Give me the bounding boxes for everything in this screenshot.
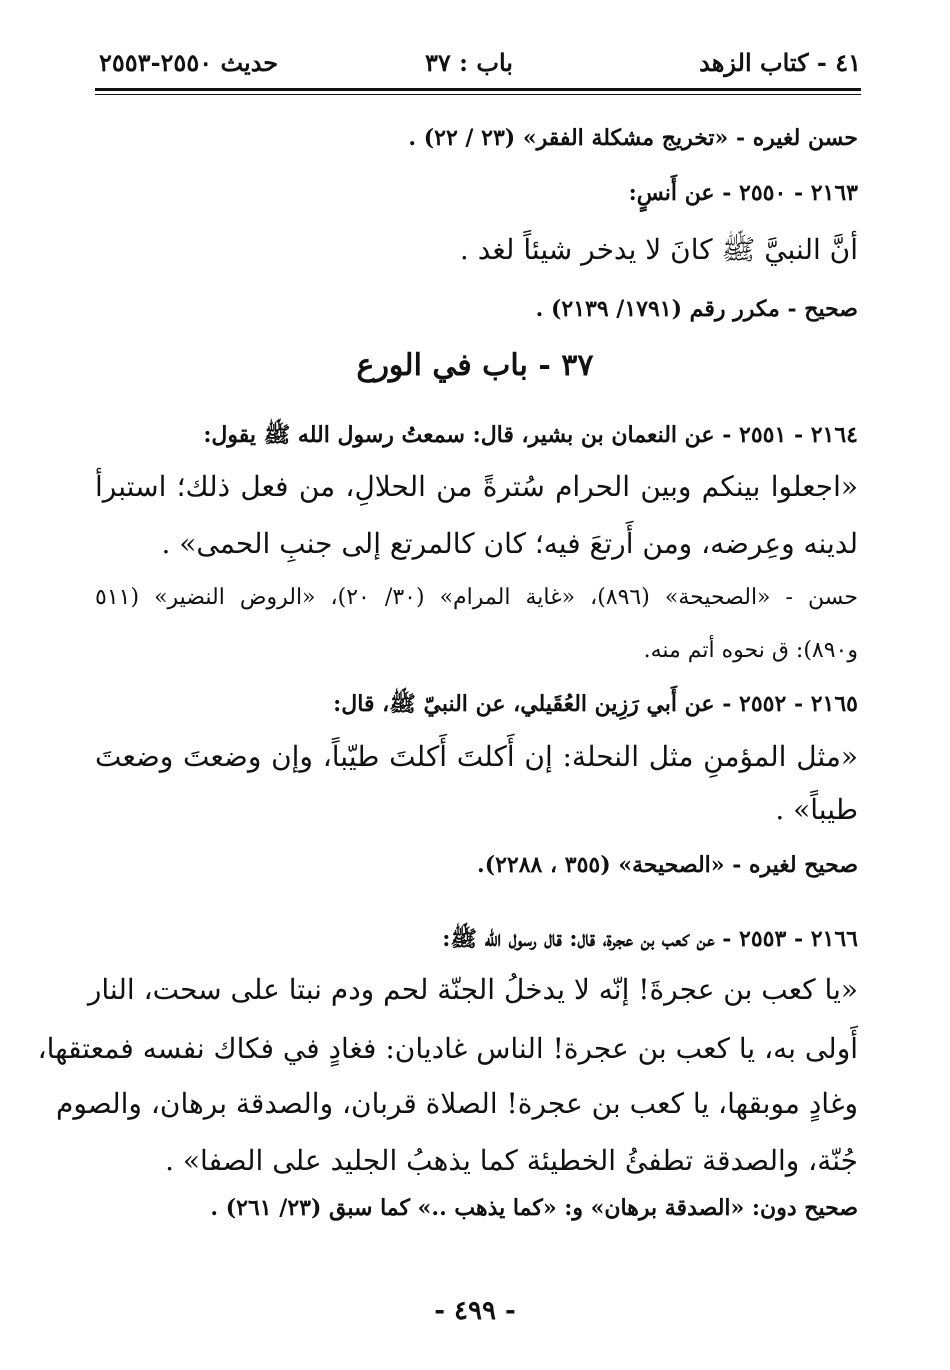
hadith-text: أنَّ النبيَّ ﷺ كانَ لا يدخر شيئاً لغد . [459, 233, 858, 266]
grading-note: حسن لغيره - «تخريج مشكلة الفقر» (٢٣ / ٢٢) . [408, 125, 858, 151]
hadith-text: «يا كعب بن عجرةَ! إنّه لا يدخلُ الجنّة لحم ودم نبتا على سحت، النار [87, 973, 858, 1006]
grading-note: صحيح دون: «الصدقة برهان» و: «كما يذهب ..» كما سبق (٢٣/ ٢٦١) . [210, 1195, 858, 1221]
hadith-text: جُنّة، والصدقة تطفئُ الخطيئة كما يذهبُ الجليد على الصفا» . [165, 1144, 858, 1177]
hadith-text: طيباً» . [775, 793, 858, 826]
hadith-heading: ٢١٦٣ - ٢٥٥٠ - عن أَنسٍ: [628, 180, 858, 206]
hadith-heading: ٢١٦٤ - ٢٥٥١ - عن النعمان بن بشير، قال: سمعتُ رسول الله ﷺ يقول: [203, 422, 858, 448]
hadith-text: «اجعلوا بينكم وبين الحرام سُترةً من الحلالِ، من فعل ذلك؛ استبرأ [95, 470, 858, 503]
hadith-text: وغادٍ موبقها، يا كعب بن عجرة! الصلاة قربان، والصدقة برهان، والصوم [56, 1087, 858, 1120]
hadith-heading: ٢١٦٥ - ٢٥٥٢ - عن أَبي رَزِين العُقَيلي، عن النبيّ ﷺ، قال: [333, 691, 858, 717]
grading-note: صحيح - مكرر رقم (١٧٩١/ ٢١٣٩) . [535, 296, 858, 322]
header-hadith-range: حديث ٢٥٥٠-٢٥٥٣ [99, 48, 279, 77]
hadith-text: «مثل المؤمنِ مثل النحلة: إن أَكلتَ أَكلتَ طيّباً، وإن وضعتَ وضعتَ [95, 740, 858, 773]
hadith-heading: ٢١٦٦ - ٢٥٥٣ - عن كعب بن عجرة، قال: قال رسول الله ﷺ: [442, 926, 858, 952]
header-divider-thin [95, 94, 861, 95]
grading-note: و٨٩٠): ق نحوه أتم منه. [643, 638, 858, 663]
header-book-title: ٤١ - كتاب الزهد [699, 48, 861, 77]
header-chapter: باب : ٣٧ [425, 48, 513, 77]
header-divider-thick [95, 88, 861, 91]
hadith-text: لدينه وعِرضه، ومن أَرتعَ فيه؛ كان كالمرتع إلى جنبِ الحمى» . [161, 527, 858, 560]
hadith-text: أَولى به، يا كعب بن عجرة! الناس غاديان: فغادٍ في فكاك نفسه فمعتقها، [37, 1032, 858, 1065]
page-number: - ٤٩٩ - [434, 1296, 516, 1326]
grading-note: حسن - «الصحيحة» (٨٩٦)، «غاية المرام» (٣٠/ ٢٠)، «الروض النضير» (٥١١ [95, 585, 858, 610]
chapter-title: ٣٧ - باب في الورع [356, 348, 594, 383]
running-header [95, 40, 861, 84]
grading-note: صحيح لغيره - «الصحيحة» (٣٥٥ ، ٢٢٨٨). [477, 852, 858, 878]
